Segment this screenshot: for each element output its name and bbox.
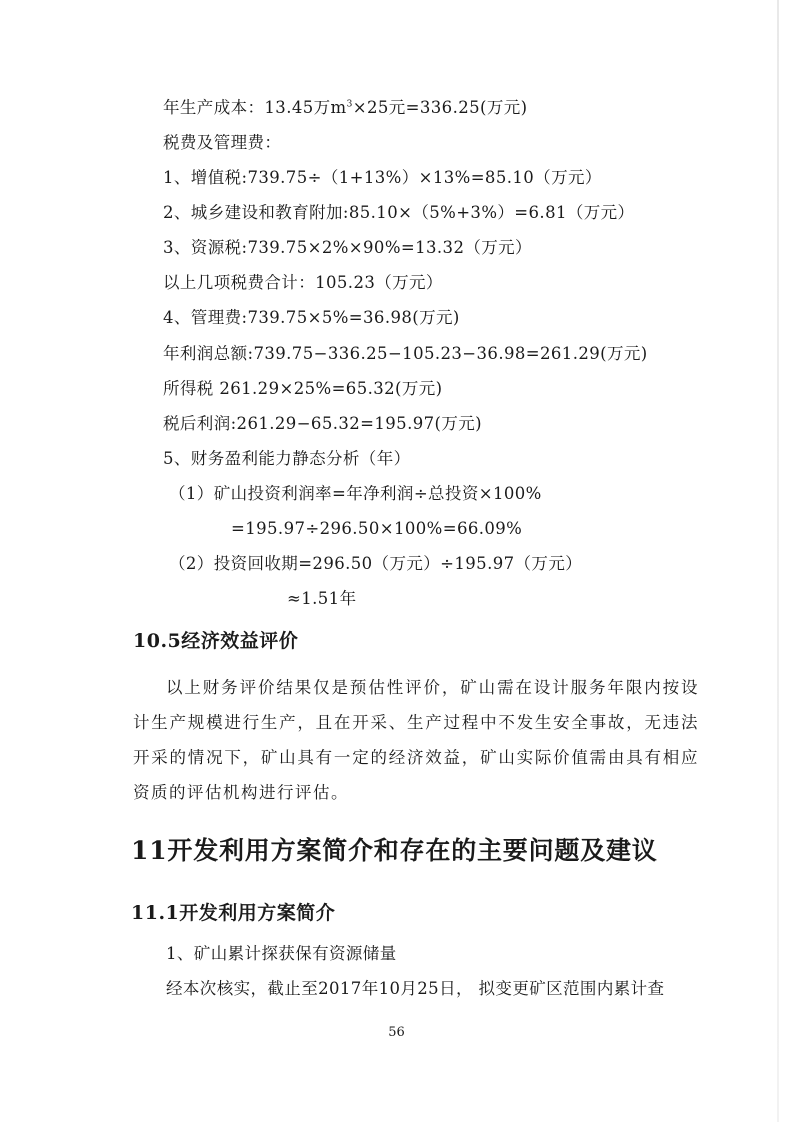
resource-tax-line: 3、资源税:739.75×2%×90%=13.32（万元） xyxy=(163,238,532,257)
tax-heading: 税费及管理费： xyxy=(163,133,282,152)
after-tax-profit-line: 税后利润:261.29−65.32=195.97(万元) xyxy=(163,414,482,433)
page-number: 56 xyxy=(388,1025,405,1040)
vat-line: 1、增值税:739.75÷（1+13%）×13%=85.10（万元） xyxy=(163,168,602,187)
production-cost-text: 年生产成本：13.45万m xyxy=(163,98,347,117)
item-1-heading: 1、矿山累计探获保有资源储量 xyxy=(166,944,397,963)
section-10-5-heading: 10.5经济效益评价 xyxy=(133,630,299,652)
section-11-1-heading: 11.1开发利用方案简介 xyxy=(131,902,336,924)
tax-total-line: 以上几项税费合计：105.23（万元） xyxy=(163,273,443,292)
payback-result-line: ≈1.51年 xyxy=(287,589,357,608)
section-11-1-body: 经本次核实，截止至2017年10月25日， 拟变更矿区范围内累计查 xyxy=(166,979,665,998)
static-analysis-heading: 5、财务盈利能力静态分析（年） xyxy=(163,449,411,468)
annual-profit-line: 年利润总额:739.75−336.25−105.23−36.98=261.29(万元) xyxy=(163,344,648,363)
roi-result-line: =195.97÷296.50×100%=66.09% xyxy=(231,519,523,538)
income-tax-line: 所得税 261.29×25%=65.32(万元) xyxy=(163,379,443,398)
urban-surcharge-line: 2、城乡建设和教育附加:85.10×（5%+3%）=6.81（万元） xyxy=(163,203,635,222)
management-fee-line: 4、管理费:739.75×5%=36.98(万元) xyxy=(163,308,460,327)
production-cost-line xyxy=(163,97,528,119)
payback-formula-line: （2）投资回收期=296.50（万元）÷195.97（万元） xyxy=(169,554,583,573)
production-cost-result: ×25元=336.25(万元) xyxy=(352,98,528,117)
roi-formula-line: （1）矿山投资利润率=年净利润÷总投资×100% xyxy=(169,484,542,503)
section-10-5-body: 以上财务评价结果仅是预估性评价，矿山需在设计服务年限内按设计生产规模进行生产，且在开采、生产过程中不发生安全事故，无违法开采的情况下，矿山具有一定的经济效益，矿山实际价值需由具有相应资质的评估机构进行评估。 xyxy=(133,678,699,802)
section-11-heading: 11开发利用方案简介和存在的主要问题及建议 xyxy=(131,836,658,865)
cubic-superscript: 3 xyxy=(346,99,353,110)
scan-page-edge xyxy=(777,0,779,1122)
